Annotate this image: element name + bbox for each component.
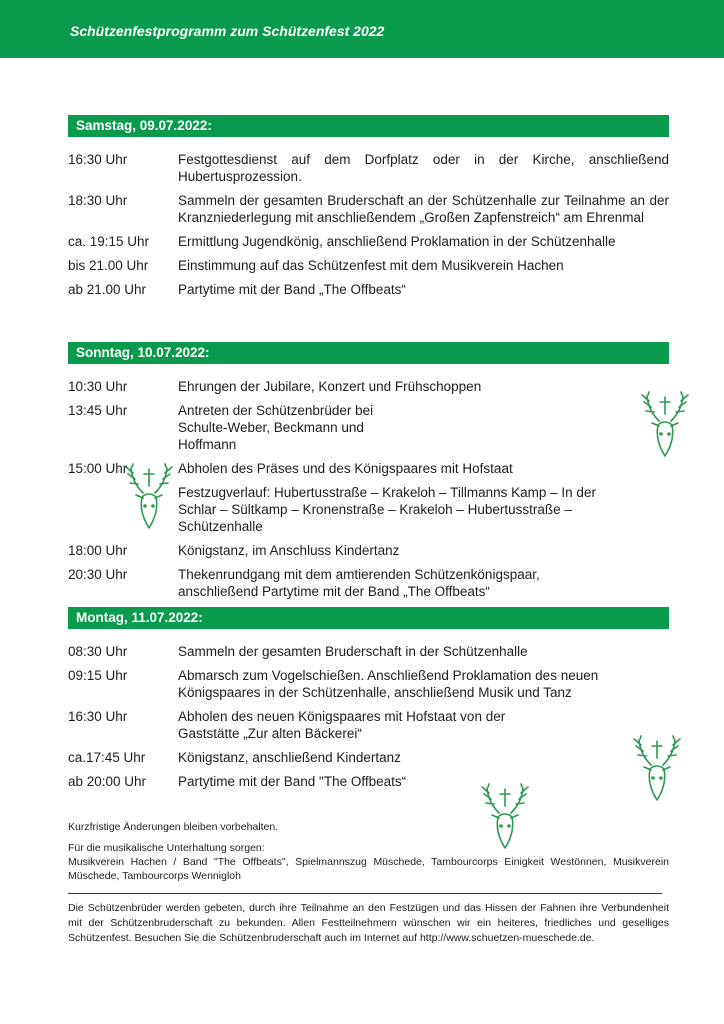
event-row [68, 257, 669, 274]
deer-cross-emblem-icon [122, 462, 176, 530]
event-row [68, 192, 669, 226]
deer-cross-emblem-icon [630, 734, 684, 802]
day-section-saturday [68, 115, 669, 305]
event-description: Sammeln der gesamten Bruderschaft an der Schützenhalle zur Teilnahme an der Kranzniederlegung mit anschließendem „Großen Zapfenstreich“ am Ehrenmal [178, 193, 669, 225]
event-row [68, 773, 669, 790]
event-description: Einstimmung auf das Schützenfest mit dem Musikverein Hachen [178, 258, 564, 273]
event-time: 16:30 Uhr [68, 709, 128, 724]
changes-note: Kurzfristige Änderungen bleiben vorbehalten. [68, 821, 279, 833]
event-list [68, 151, 669, 298]
event-time: 18:00 Uhr [68, 543, 128, 558]
event-description: Abmarsch zum Vogelschießen. Anschließend Proklamation des neuen Königspaares in der Schützenhalle, anschließend Musik und Tanz [178, 668, 599, 700]
event-time: ca.17:45 Uhr [68, 750, 146, 765]
event-row [68, 566, 669, 600]
notes-block [68, 820, 669, 883]
event-time: 13:45 Uhr [68, 403, 128, 418]
event-description: Festgottesdienst auf dem Dorfplatz oder in der Kirche, anschließend Hubertusprozession. [178, 152, 669, 184]
event-row [68, 402, 669, 453]
day-header: Samstag, 09.07.2022: [68, 115, 669, 137]
event-time: 16:30 Uhr [68, 152, 128, 167]
event-description: Sammeln der gesamten Bruderschaft in der Schützenhalle [178, 644, 528, 659]
event-description: Königstanz, anschließend Kindertanz [178, 750, 401, 765]
event-row [68, 542, 669, 559]
page-title: Schützenfestprogramm zum Schützenfest 2022 [70, 23, 385, 39]
day-section-monday [68, 607, 669, 797]
event-time: 20:30 Uhr [68, 567, 128, 582]
event-description: Abholen des neuen Königspaares mit Hofstaat von der Gaststätte „Zur alten Bäckerei“ [178, 709, 506, 741]
event-row [68, 667, 669, 701]
event-row [68, 643, 669, 660]
event-list [68, 643, 669, 790]
event-time: bis 21.00 Uhr [68, 258, 149, 273]
day-header: Sonntag, 10.07.2022: [68, 342, 669, 364]
event-description: Königstanz, im Anschluss Kindertanz [178, 543, 400, 558]
event-time: 18:30 Uhr [68, 193, 128, 208]
event-description: Ehrungen der Jubilare, Konzert und Frühschoppen [178, 379, 482, 394]
day-header: Montag, 11.07.2022: [68, 607, 669, 629]
event-time: ab 20:00 Uhr [68, 774, 147, 789]
event-time: 15:00 Uhr [68, 461, 128, 476]
event-description: Antreten der Schützenbrüder bei Schulte-Weber, Beckmann und Hoffmann [178, 403, 374, 452]
event-row [68, 151, 669, 185]
event-time: 09:15 Uhr [68, 668, 128, 683]
event-row [68, 749, 669, 766]
event-description: Partytime mit der Band „The Offbeats“ [178, 282, 406, 297]
deer-cross-emblem-icon [638, 390, 692, 458]
event-description: Abholen des Präses und des Königspaares mit Hofstaat [178, 461, 513, 476]
event-time: 08:30 Uhr [68, 644, 128, 659]
music-list: Musikverein Hachen / Band "The Offbeats", Spielmannszug Müschede, Tambourcorps Einigkeit Westönnen, Musikverein Müschede, Tambourcorps Wennigloh [68, 856, 669, 882]
event-description: Thekenrundgang mit dem amtierenden Schützenkönigspaar, anschließend Partytime mit der Band „The Offbeats“ [178, 567, 540, 599]
event-description: Partytime mit der Band "The Offbeats“ [178, 774, 407, 789]
event-row [68, 233, 669, 250]
deer-cross-emblem-icon [478, 782, 532, 850]
footer-text: Die Schützenbrüder werden gebeten, durch ihre Teilnahme an den Festzügen und das Hissen der Fahnen ihre Verbundenheit mit der Schützenbruderschaft zu bekunden. Allen Festteilnehmern wünschen wir ein heiteres, friedliches und geselliges Schützenfest. Besuchen Sie die Schützenbruderschaft auch im Internet auf http://www.schuetzen-mueschede.de. [68, 902, 669, 944]
divider [68, 893, 662, 894]
event-description: Festzugverlauf: Hubertusstraße – Krakeloh – Tillmanns Kamp – In der Schlar – Sültkamp – Kronenstraße – Krakeloh – Hubertusstraße – Schützenhalle [178, 485, 596, 534]
event-row [68, 281, 669, 298]
event-time: 10:30 Uhr [68, 379, 128, 394]
event-description: Ermittlung Jugendkönig, anschließend Proklamation in der Schützenhalle [178, 234, 616, 249]
event-time: ca. 19:15 Uhr [68, 234, 150, 249]
event-time: ab 21.00 Uhr [68, 282, 147, 297]
event-row [68, 378, 669, 395]
music-heading: Für die musikalische Unterhaltung sorgen: [68, 842, 265, 854]
event-row [68, 708, 669, 742]
header-bar [0, 0, 724, 58]
